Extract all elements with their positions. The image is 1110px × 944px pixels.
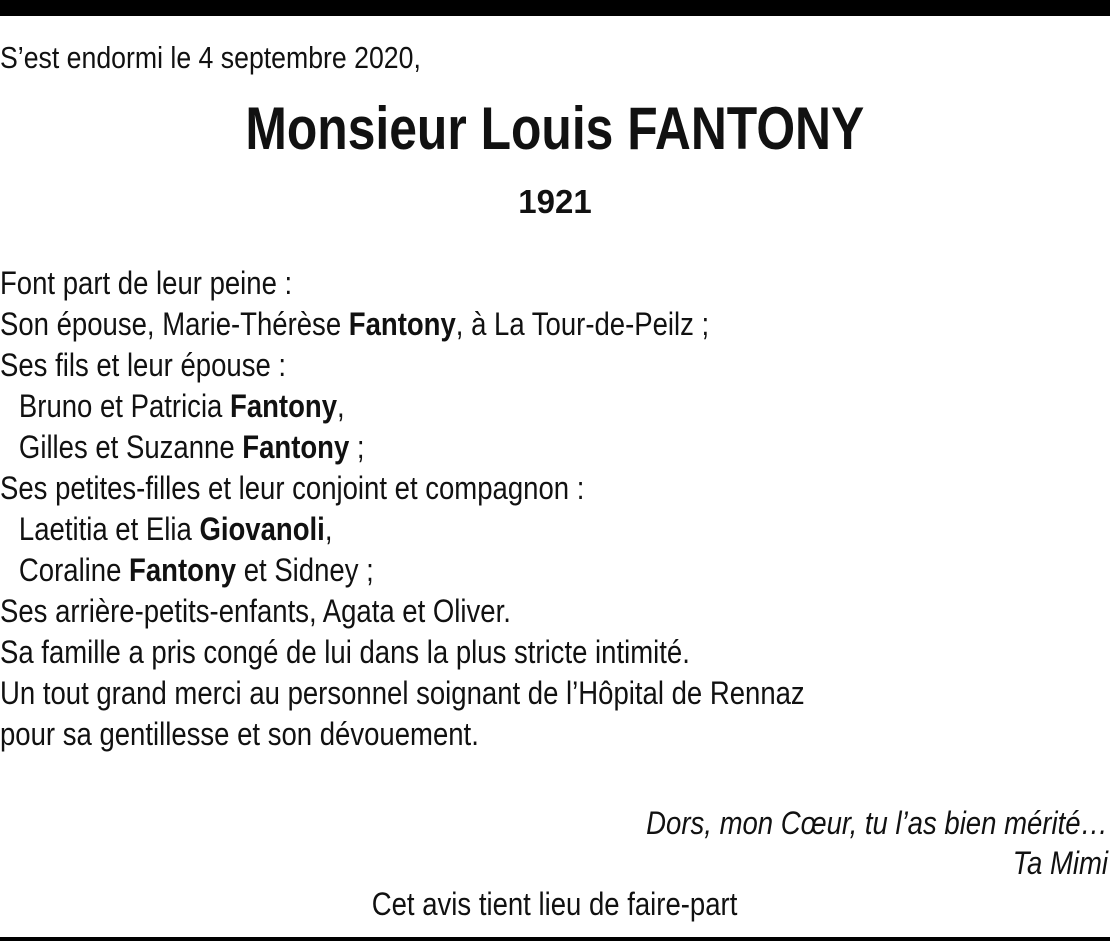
line-text: Ses fils et leur épouse : — [0, 347, 287, 383]
footer-note — [0, 884, 1110, 924]
notice-body — [0, 263, 805, 755]
family-name: Fantony — [129, 552, 237, 588]
line-text: et Sidney ; — [236, 552, 374, 588]
line-text: , à La Tour-de-Peilz ; — [455, 306, 710, 342]
notice-line — [0, 673, 805, 714]
line-text: , — [324, 511, 333, 547]
line-text: ; — [349, 429, 365, 465]
bottom-border-rule — [0, 937, 1110, 941]
line-text: Son épouse, Marie-Thérèse — [0, 306, 349, 342]
notice-line — [0, 632, 805, 673]
line-text: Ses arrière-petits-enfants, Agata et Oliver. — [0, 593, 511, 629]
notice-line — [0, 714, 805, 755]
deceased-name — [0, 94, 1110, 164]
signature: Ta Mimi — [1012, 845, 1108, 881]
top-border-rule — [0, 0, 1110, 16]
notice-line — [0, 386, 805, 427]
closing-block — [646, 803, 1108, 883]
footer-note-text: Cet avis tient lieu de faire-part — [372, 886, 738, 922]
line-text: Gilles et Suzanne — [18, 429, 243, 465]
line-text: Un tout grand merci au personnel soignant de l’Hôpital de Rennaz — [0, 675, 805, 711]
line-text: , — [337, 388, 345, 424]
notice-line — [0, 509, 805, 550]
deceased-name-text: Monsieur Louis FANTONY — [245, 95, 865, 162]
family-name: Fantony — [230, 388, 338, 424]
notice-line — [0, 427, 805, 468]
line-text: Laetitia et Elia — [18, 511, 200, 547]
family-name: Fantony — [348, 306, 456, 342]
notice-line — [0, 591, 805, 632]
closing-quote: Dors, mon Cœur, tu l’as bien mérité… — [646, 805, 1108, 841]
line-text: Ses petites-filles et leur conjoint et compagnon : — [0, 470, 585, 506]
line-text: Sa famille a pris congé de lui dans la plus stricte intimité. — [0, 634, 690, 670]
notice-line — [0, 304, 805, 345]
line-text: Font part de leur peine : — [0, 265, 293, 301]
notice-line — [0, 550, 805, 591]
line-text: Coraline — [18, 552, 130, 588]
line-text: Bruno et Patricia — [18, 388, 231, 424]
line-text: pour sa gentillesse et son dévouement. — [0, 716, 479, 752]
notice-line — [0, 345, 805, 386]
notice-line — [0, 263, 805, 304]
family-name: Giovanoli — [199, 511, 325, 547]
notice-line — [0, 468, 805, 509]
family-name: Fantony — [242, 429, 350, 465]
intro-line: S’est endormi le 4 septembre 2020, — [0, 40, 421, 75]
birth-year: 1921 — [518, 183, 592, 220]
